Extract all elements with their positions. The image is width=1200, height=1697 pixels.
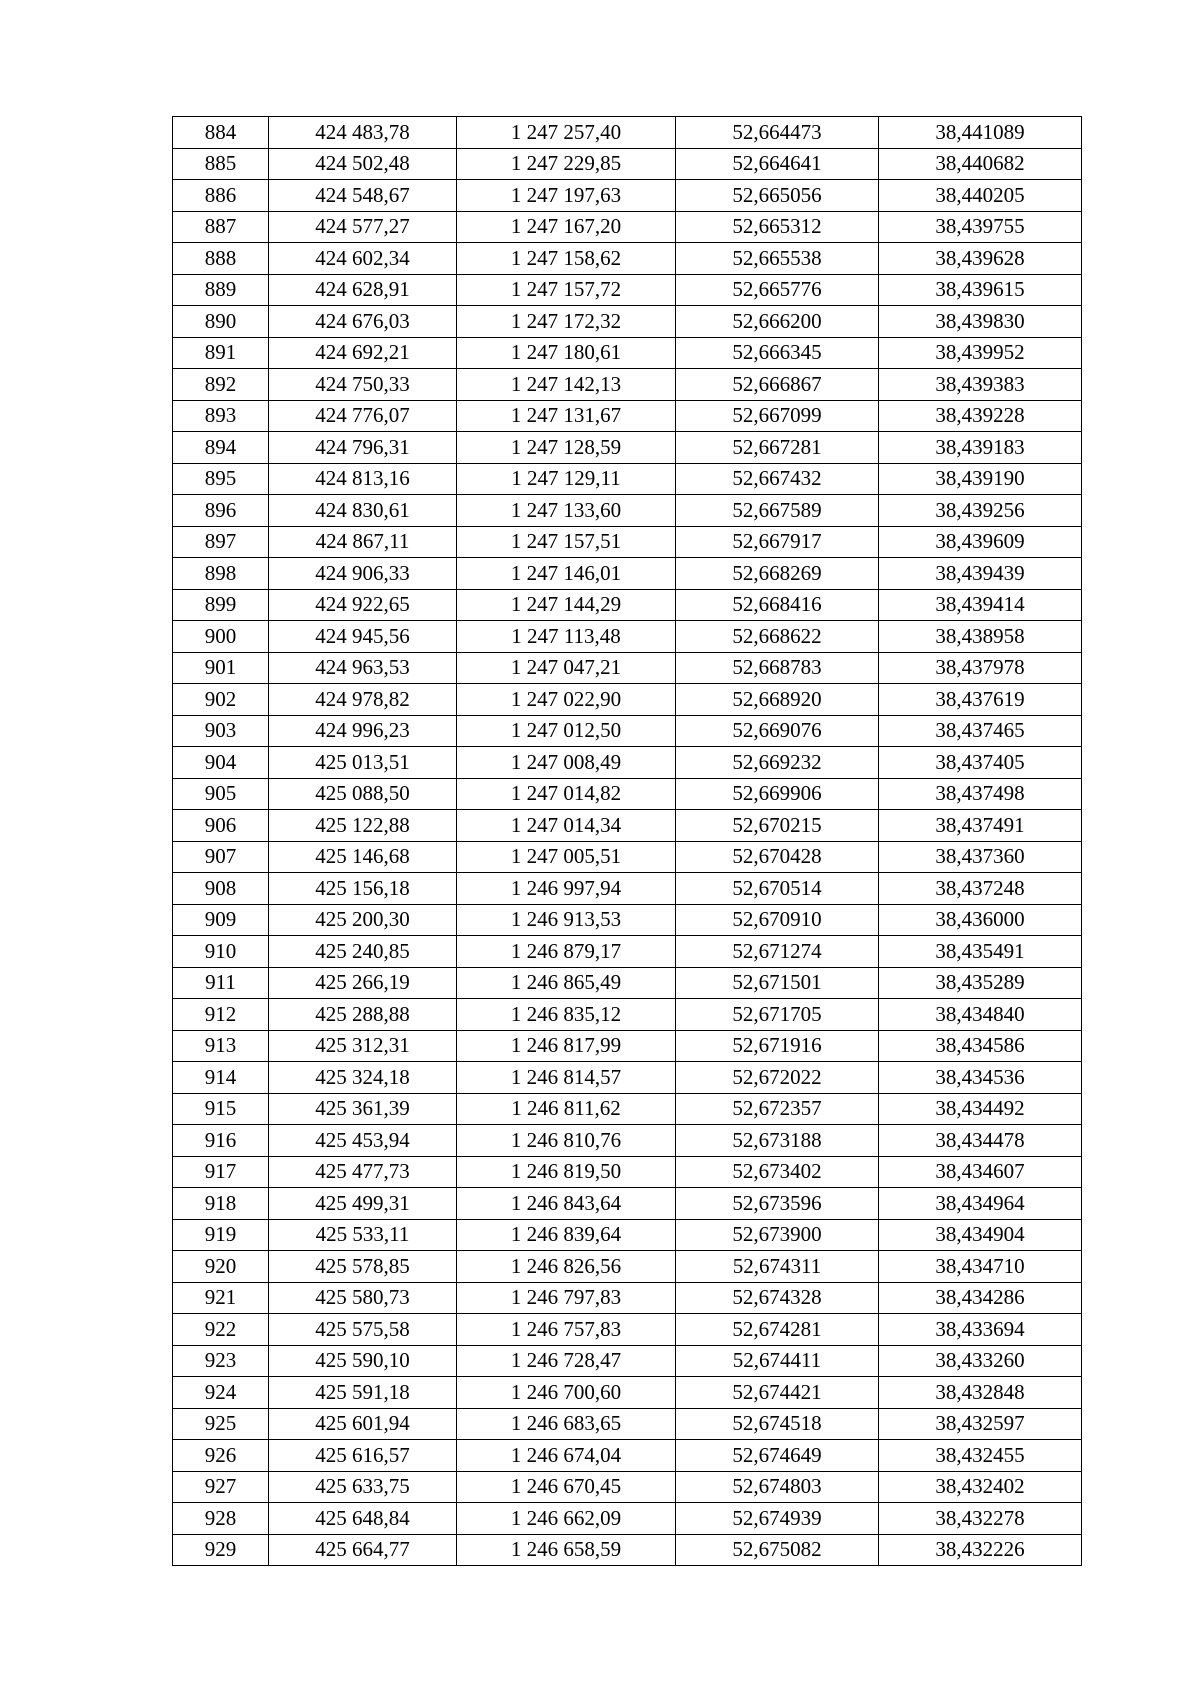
coord-y-cell: 1 246 819,50 — [457, 1156, 676, 1188]
point-number-cell: 893 — [173, 400, 269, 432]
coord-y-cell: 1 246 814,57 — [457, 1062, 676, 1094]
longitude-cell: 38,439615 — [879, 274, 1082, 306]
coord-y-cell: 1 247 172,32 — [457, 306, 676, 338]
point-number-cell: 910 — [173, 936, 269, 968]
point-number-cell: 904 — [173, 747, 269, 779]
coord-x-cell: 425 633,75 — [269, 1471, 457, 1503]
coord-x-cell: 425 266,19 — [269, 967, 457, 999]
coord-y-cell: 1 247 158,62 — [457, 243, 676, 275]
table-row — [173, 1377, 1082, 1409]
coord-y-cell: 1 246 826,56 — [457, 1251, 676, 1283]
point-number-cell: 919 — [173, 1219, 269, 1251]
latitude-cell: 52,666200 — [676, 306, 879, 338]
point-number-cell: 900 — [173, 621, 269, 653]
coord-x-cell: 424 502,48 — [269, 148, 457, 180]
coord-y-cell: 1 247 257,40 — [457, 117, 676, 149]
coord-x-cell: 425 664,77 — [269, 1534, 457, 1566]
coord-y-cell: 1 246 817,99 — [457, 1030, 676, 1062]
coord-x-cell: 424 996,23 — [269, 715, 457, 747]
table-row — [173, 589, 1082, 621]
table-row — [173, 1219, 1082, 1251]
coordinates-table — [172, 116, 1082, 1566]
table-row — [173, 148, 1082, 180]
coord-y-cell: 1 246 835,12 — [457, 999, 676, 1031]
point-number-cell: 888 — [173, 243, 269, 275]
latitude-cell: 52,672022 — [676, 1062, 879, 1094]
point-number-cell: 922 — [173, 1314, 269, 1346]
longitude-cell: 38,437405 — [879, 747, 1082, 779]
coord-y-cell: 1 246 913,53 — [457, 904, 676, 936]
coord-y-cell: 1 247 167,20 — [457, 211, 676, 243]
table-row — [173, 810, 1082, 842]
longitude-cell: 38,432278 — [879, 1503, 1082, 1535]
coord-x-cell: 425 533,11 — [269, 1219, 457, 1251]
coord-x-cell: 425 240,85 — [269, 936, 457, 968]
point-number-cell: 895 — [173, 463, 269, 495]
longitude-cell: 38,433694 — [879, 1314, 1082, 1346]
point-number-cell: 903 — [173, 715, 269, 747]
longitude-cell: 38,437491 — [879, 810, 1082, 842]
coord-x-cell: 425 156,18 — [269, 873, 457, 905]
latitude-cell: 52,667099 — [676, 400, 879, 432]
table-row — [173, 1188, 1082, 1220]
latitude-cell: 52,671916 — [676, 1030, 879, 1062]
table-row — [173, 306, 1082, 338]
table-row — [173, 621, 1082, 653]
longitude-cell: 38,434710 — [879, 1251, 1082, 1283]
coord-x-cell: 425 312,31 — [269, 1030, 457, 1062]
table-row — [173, 558, 1082, 590]
coord-x-cell: 424 906,33 — [269, 558, 457, 590]
point-number-cell: 889 — [173, 274, 269, 306]
latitude-cell: 52,666345 — [676, 337, 879, 369]
latitude-cell: 52,673596 — [676, 1188, 879, 1220]
table-row — [173, 684, 1082, 716]
table-row — [173, 1030, 1082, 1062]
coord-x-cell: 425 580,73 — [269, 1282, 457, 1314]
coord-y-cell: 1 246 865,49 — [457, 967, 676, 999]
longitude-cell: 38,439628 — [879, 243, 1082, 275]
longitude-cell: 38,432848 — [879, 1377, 1082, 1409]
coord-x-cell: 424 978,82 — [269, 684, 457, 716]
coord-x-cell: 425 601,94 — [269, 1408, 457, 1440]
longitude-cell: 38,433260 — [879, 1345, 1082, 1377]
latitude-cell: 52,671501 — [676, 967, 879, 999]
longitude-cell: 38,437465 — [879, 715, 1082, 747]
coord-x-cell: 424 963,53 — [269, 652, 457, 684]
table-row — [173, 400, 1082, 432]
coord-y-cell: 1 246 658,59 — [457, 1534, 676, 1566]
point-number-cell: 884 — [173, 117, 269, 149]
coord-y-cell: 1 246 839,64 — [457, 1219, 676, 1251]
latitude-cell: 52,666867 — [676, 369, 879, 401]
point-number-cell: 909 — [173, 904, 269, 936]
longitude-cell: 38,440682 — [879, 148, 1082, 180]
point-number-cell: 917 — [173, 1156, 269, 1188]
coord-y-cell: 1 246 997,94 — [457, 873, 676, 905]
table-row — [173, 180, 1082, 212]
coord-x-cell: 424 628,91 — [269, 274, 457, 306]
point-number-cell: 927 — [173, 1471, 269, 1503]
table-row — [173, 652, 1082, 684]
table-row — [173, 1503, 1082, 1535]
table-row — [173, 1471, 1082, 1503]
point-number-cell: 920 — [173, 1251, 269, 1283]
latitude-cell: 52,670910 — [676, 904, 879, 936]
point-number-cell: 929 — [173, 1534, 269, 1566]
point-number-cell: 921 — [173, 1282, 269, 1314]
latitude-cell: 52,674803 — [676, 1471, 879, 1503]
latitude-cell: 52,673402 — [676, 1156, 879, 1188]
coord-x-cell: 425 324,18 — [269, 1062, 457, 1094]
coord-x-cell: 424 867,11 — [269, 526, 457, 558]
longitude-cell: 38,439256 — [879, 495, 1082, 527]
coord-y-cell: 1 247 128,59 — [457, 432, 676, 464]
coord-y-cell: 1 247 014,34 — [457, 810, 676, 842]
coord-x-cell: 425 499,31 — [269, 1188, 457, 1220]
coord-x-cell: 425 578,85 — [269, 1251, 457, 1283]
point-number-cell: 925 — [173, 1408, 269, 1440]
coord-y-cell: 1 247 229,85 — [457, 148, 676, 180]
coord-y-cell: 1 247 133,60 — [457, 495, 676, 527]
latitude-cell: 52,669076 — [676, 715, 879, 747]
latitude-cell: 52,668622 — [676, 621, 879, 653]
table-row — [173, 495, 1082, 527]
coord-x-cell: 424 796,31 — [269, 432, 457, 464]
latitude-cell: 52,669232 — [676, 747, 879, 779]
longitude-cell: 38,434478 — [879, 1125, 1082, 1157]
longitude-cell: 38,437360 — [879, 841, 1082, 873]
longitude-cell: 38,439190 — [879, 463, 1082, 495]
latitude-cell: 52,668783 — [676, 652, 879, 684]
point-number-cell: 928 — [173, 1503, 269, 1535]
longitude-cell: 38,439414 — [879, 589, 1082, 621]
coord-x-cell: 425 361,39 — [269, 1093, 457, 1125]
longitude-cell: 38,438958 — [879, 621, 1082, 653]
coord-y-cell: 1 246 843,64 — [457, 1188, 676, 1220]
latitude-cell: 52,674311 — [676, 1251, 879, 1283]
longitude-cell: 38,434964 — [879, 1188, 1082, 1220]
coord-y-cell: 1 246 662,09 — [457, 1503, 676, 1535]
table-row — [173, 432, 1082, 464]
longitude-cell: 38,437498 — [879, 778, 1082, 810]
coord-x-cell: 425 477,73 — [269, 1156, 457, 1188]
coord-x-cell: 425 616,57 — [269, 1440, 457, 1472]
coord-x-cell: 425 088,50 — [269, 778, 457, 810]
coord-y-cell: 1 246 811,62 — [457, 1093, 676, 1125]
coord-y-cell: 1 247 008,49 — [457, 747, 676, 779]
point-number-cell: 906 — [173, 810, 269, 842]
latitude-cell: 52,665312 — [676, 211, 879, 243]
coord-y-cell: 1 247 014,82 — [457, 778, 676, 810]
coord-y-cell: 1 246 797,83 — [457, 1282, 676, 1314]
coord-y-cell: 1 247 022,90 — [457, 684, 676, 716]
point-number-cell: 905 — [173, 778, 269, 810]
table-row — [173, 1282, 1082, 1314]
longitude-cell: 38,432226 — [879, 1534, 1082, 1566]
point-number-cell: 891 — [173, 337, 269, 369]
point-number-cell: 915 — [173, 1093, 269, 1125]
latitude-cell: 52,664473 — [676, 117, 879, 149]
table-row — [173, 463, 1082, 495]
coord-y-cell: 1 247 180,61 — [457, 337, 676, 369]
coord-x-cell: 424 813,16 — [269, 463, 457, 495]
table-row — [173, 715, 1082, 747]
longitude-cell: 38,441089 — [879, 117, 1082, 149]
longitude-cell: 38,439228 — [879, 400, 1082, 432]
coord-y-cell: 1 247 012,50 — [457, 715, 676, 747]
table-row — [173, 1534, 1082, 1566]
coord-x-cell: 424 692,21 — [269, 337, 457, 369]
latitude-cell: 52,665056 — [676, 180, 879, 212]
table-row — [173, 936, 1082, 968]
latitude-cell: 52,674328 — [676, 1282, 879, 1314]
latitude-cell: 52,674518 — [676, 1408, 879, 1440]
table-row — [173, 1440, 1082, 1472]
point-number-cell: 892 — [173, 369, 269, 401]
point-number-cell: 885 — [173, 148, 269, 180]
coord-y-cell: 1 247 129,11 — [457, 463, 676, 495]
coord-y-cell: 1 247 047,21 — [457, 652, 676, 684]
coord-x-cell: 424 676,03 — [269, 306, 457, 338]
coord-x-cell: 424 602,34 — [269, 243, 457, 275]
table-row — [173, 117, 1082, 149]
coordinates-table-body — [173, 117, 1082, 1566]
coord-y-cell: 1 247 157,72 — [457, 274, 676, 306]
point-number-cell: 923 — [173, 1345, 269, 1377]
coord-x-cell: 425 453,94 — [269, 1125, 457, 1157]
longitude-cell: 38,440205 — [879, 180, 1082, 212]
latitude-cell: 52,673188 — [676, 1125, 879, 1157]
coord-y-cell: 1 246 879,17 — [457, 936, 676, 968]
latitude-cell: 52,674411 — [676, 1345, 879, 1377]
latitude-cell: 52,670514 — [676, 873, 879, 905]
table-row — [173, 526, 1082, 558]
latitude-cell: 52,674649 — [676, 1440, 879, 1472]
latitude-cell: 52,671705 — [676, 999, 879, 1031]
table-row — [173, 1314, 1082, 1346]
latitude-cell: 52,670215 — [676, 810, 879, 842]
latitude-cell: 52,674939 — [676, 1503, 879, 1535]
longitude-cell: 38,437248 — [879, 873, 1082, 905]
longitude-cell: 38,434286 — [879, 1282, 1082, 1314]
longitude-cell: 38,434840 — [879, 999, 1082, 1031]
longitude-cell: 38,436000 — [879, 904, 1082, 936]
coord-x-cell: 424 945,56 — [269, 621, 457, 653]
table-row — [173, 904, 1082, 936]
latitude-cell: 52,667917 — [676, 526, 879, 558]
coord-x-cell: 425 288,88 — [269, 999, 457, 1031]
coord-x-cell: 424 922,65 — [269, 589, 457, 621]
coord-y-cell: 1 247 131,67 — [457, 400, 676, 432]
longitude-cell: 38,439609 — [879, 526, 1082, 558]
latitude-cell: 52,667589 — [676, 495, 879, 527]
coord-x-cell: 425 146,68 — [269, 841, 457, 873]
point-number-cell: 894 — [173, 432, 269, 464]
table-row — [173, 274, 1082, 306]
coord-y-cell: 1 247 144,29 — [457, 589, 676, 621]
longitude-cell: 38,432597 — [879, 1408, 1082, 1440]
coord-y-cell: 1 247 157,51 — [457, 526, 676, 558]
coord-y-cell: 1 246 700,60 — [457, 1377, 676, 1409]
latitude-cell: 52,665776 — [676, 274, 879, 306]
point-number-cell: 911 — [173, 967, 269, 999]
table-row — [173, 841, 1082, 873]
point-number-cell: 916 — [173, 1125, 269, 1157]
longitude-cell: 38,439439 — [879, 558, 1082, 590]
latitude-cell: 52,674281 — [676, 1314, 879, 1346]
coord-x-cell: 425 591,18 — [269, 1377, 457, 1409]
point-number-cell: 918 — [173, 1188, 269, 1220]
longitude-cell: 38,439952 — [879, 337, 1082, 369]
coord-x-cell: 425 122,88 — [269, 810, 457, 842]
point-number-cell: 887 — [173, 211, 269, 243]
point-number-cell: 897 — [173, 526, 269, 558]
table-row — [173, 211, 1082, 243]
coord-x-cell: 424 750,33 — [269, 369, 457, 401]
coord-y-cell: 1 246 757,83 — [457, 1314, 676, 1346]
coord-y-cell: 1 247 113,48 — [457, 621, 676, 653]
longitude-cell: 38,432402 — [879, 1471, 1082, 1503]
point-number-cell: 914 — [173, 1062, 269, 1094]
latitude-cell: 52,673900 — [676, 1219, 879, 1251]
coord-x-cell: 424 577,27 — [269, 211, 457, 243]
longitude-cell: 38,434586 — [879, 1030, 1082, 1062]
point-number-cell: 908 — [173, 873, 269, 905]
coord-x-cell: 424 483,78 — [269, 117, 457, 149]
point-number-cell: 898 — [173, 558, 269, 590]
longitude-cell: 38,434607 — [879, 1156, 1082, 1188]
longitude-cell: 38,434904 — [879, 1219, 1082, 1251]
longitude-cell: 38,437978 — [879, 652, 1082, 684]
latitude-cell: 52,672357 — [676, 1093, 879, 1125]
point-number-cell: 907 — [173, 841, 269, 873]
coord-x-cell: 425 200,30 — [269, 904, 457, 936]
point-number-cell: 926 — [173, 1440, 269, 1472]
latitude-cell: 52,671274 — [676, 936, 879, 968]
longitude-cell: 38,439830 — [879, 306, 1082, 338]
table-row — [173, 1408, 1082, 1440]
latitude-cell: 52,670428 — [676, 841, 879, 873]
point-number-cell: 924 — [173, 1377, 269, 1409]
coord-x-cell: 424 548,67 — [269, 180, 457, 212]
point-number-cell: 913 — [173, 1030, 269, 1062]
point-number-cell: 912 — [173, 999, 269, 1031]
longitude-cell: 38,439183 — [879, 432, 1082, 464]
table-row — [173, 1125, 1082, 1157]
longitude-cell: 38,432455 — [879, 1440, 1082, 1472]
point-number-cell: 890 — [173, 306, 269, 338]
longitude-cell: 38,439383 — [879, 369, 1082, 401]
latitude-cell: 52,674421 — [676, 1377, 879, 1409]
coord-y-cell: 1 247 005,51 — [457, 841, 676, 873]
table-row — [173, 1345, 1082, 1377]
latitude-cell: 52,664641 — [676, 148, 879, 180]
latitude-cell: 52,665538 — [676, 243, 879, 275]
table-row — [173, 873, 1082, 905]
coord-y-cell: 1 247 146,01 — [457, 558, 676, 590]
table-row — [173, 747, 1082, 779]
latitude-cell: 52,667281 — [676, 432, 879, 464]
latitude-cell: 52,668416 — [676, 589, 879, 621]
latitude-cell: 52,668920 — [676, 684, 879, 716]
latitude-cell: 52,675082 — [676, 1534, 879, 1566]
table-row — [173, 337, 1082, 369]
coord-y-cell: 1 247 142,13 — [457, 369, 676, 401]
coord-x-cell: 425 590,10 — [269, 1345, 457, 1377]
table-row — [173, 1062, 1082, 1094]
point-number-cell: 896 — [173, 495, 269, 527]
coord-x-cell: 425 575,58 — [269, 1314, 457, 1346]
latitude-cell: 52,667432 — [676, 463, 879, 495]
coord-y-cell: 1 246 728,47 — [457, 1345, 676, 1377]
coord-y-cell: 1 246 683,65 — [457, 1408, 676, 1440]
table-row — [173, 369, 1082, 401]
longitude-cell: 38,437619 — [879, 684, 1082, 716]
longitude-cell: 38,434536 — [879, 1062, 1082, 1094]
coord-y-cell: 1 246 670,45 — [457, 1471, 676, 1503]
table-row — [173, 243, 1082, 275]
table-row — [173, 1156, 1082, 1188]
point-number-cell: 902 — [173, 684, 269, 716]
coord-x-cell: 425 648,84 — [269, 1503, 457, 1535]
table-row — [173, 778, 1082, 810]
coord-y-cell: 1 247 197,63 — [457, 180, 676, 212]
point-number-cell: 886 — [173, 180, 269, 212]
point-number-cell: 901 — [173, 652, 269, 684]
longitude-cell: 38,435289 — [879, 967, 1082, 999]
point-number-cell: 899 — [173, 589, 269, 621]
coord-y-cell: 1 246 810,76 — [457, 1125, 676, 1157]
table-row — [173, 999, 1082, 1031]
latitude-cell: 52,668269 — [676, 558, 879, 590]
coord-x-cell: 424 776,07 — [269, 400, 457, 432]
table-row — [173, 1093, 1082, 1125]
longitude-cell: 38,434492 — [879, 1093, 1082, 1125]
coord-x-cell: 425 013,51 — [269, 747, 457, 779]
longitude-cell: 38,435491 — [879, 936, 1082, 968]
table-row — [173, 1251, 1082, 1283]
coord-y-cell: 1 246 674,04 — [457, 1440, 676, 1472]
longitude-cell: 38,439755 — [879, 211, 1082, 243]
coord-x-cell: 424 830,61 — [269, 495, 457, 527]
latitude-cell: 52,669906 — [676, 778, 879, 810]
table-row — [173, 967, 1082, 999]
